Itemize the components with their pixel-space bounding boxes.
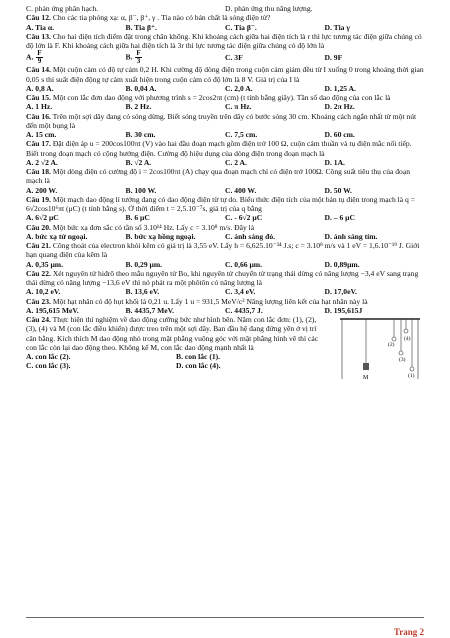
pendulum-figure [338,315,422,391]
question-13 [26,32,424,51]
option-b: B. 2 Hz. [125,102,152,112]
option-a: A. 195,615 MeV. [26,305,79,315]
label-1: (1) [408,373,415,379]
question-18 [26,167,424,186]
option-d: D. – 6 μC [324,213,355,223]
option-a: A. Tia α. [26,22,55,32]
question-21 [26,241,424,260]
option-b: B. 0,29 μm. [125,259,163,269]
q23-options [26,306,424,315]
option-a: A. bức xạ tử ngoại. [26,231,88,241]
option-a: A. 6√2 μC [26,213,59,223]
option-b: B. 0,04 A. [125,83,157,93]
option-d: D. con lắc (4). [176,361,221,371]
bob-2 [392,337,396,341]
question-text: Một mạch dao động lí tưởng đang có dao động điện từ tự do. Biểu thức điện tích của một bản tụ điện trong mạch là [52,194,404,204]
question-number: Câu 24. [26,315,51,324]
option-b: B. 30 cm. [125,130,156,139]
q24-options-row2 [26,361,326,370]
option-a: A. $\frac{F}{9}$ [26,49,42,66]
option-d: D. ánh sáng tím. [324,231,378,241]
option-a: A. 0,35 μm. [26,259,63,269]
bob-m [363,363,369,370]
exam-content [26,4,424,381]
question-text: Một dòng điện có cường độ i = 2cos100πt (A) chạy qua đoạn mạch chỉ có điện trở 100Ω. Công suất tiêu thụ của đoạn mạch là [26,167,411,186]
fraction-f-over-3: $\frac{F}{3}$ [136,49,141,66]
question-24 [26,315,326,352]
option-b: B. bức xạ hồng ngoại. [125,231,196,241]
option-b: B. con lắc (1). [176,352,221,361]
question-number: Câu 18. [26,167,51,176]
question-text: Một cuộn cảm có độ tự cảm 0,2 H. Khi cường độ dòng điện trong cuộn cảm giảm đều từ I xuống 0 trong khoảng thời gian 0,05 s thì suất điện động tự cảm xuất hiện trong cuộn cảm có độ lớn là 8 V. Giá trị của I là [26,65,424,84]
option-c: C. 0,66 μm. [225,259,262,269]
question-15 [26,93,424,102]
option-c: C. 2,0 A. [225,83,253,93]
label-4: (4) [404,336,411,342]
q24-options-row1 [26,352,326,361]
question-number: Câu 12. [26,13,51,23]
option-c: C. Tia β⁻. [225,22,257,32]
option-a: A. 0,8 A. [26,83,54,93]
question-number: Câu 17. [26,139,51,149]
q21-options [26,260,424,269]
option-a: A. 10,2 eV. [26,287,61,297]
bob-3 [399,351,403,355]
option-c: C. - 6√2 μC [225,213,263,223]
charge-formula: q = 6√2cos10⁶πt (μC) [26,194,416,213]
option-a: A. 200 W. [26,185,58,195]
question-number: Câu 19. [26,194,51,204]
option-d: D. 0,89μm. [324,259,360,269]
option-d: D. 60 cm. [324,130,355,139]
option-a: A. 15 cm. [26,130,57,139]
option-d: D. 2π Hz. [324,102,355,112]
q20-options [26,232,424,241]
q17-options [26,158,424,167]
label-2: (2) [388,342,395,348]
sqrt-2-symbol: √2 [134,157,143,167]
question-text: Công thoát của electron khỏi kẽm có giá trị là 3,55 eV. Lấy h = 6,625.10⁻³⁴ J.s; c = 3.10⁸ m/s và 1 eV = 1,6.10⁻¹⁹ J. Giới hạn quang điện của kẽm là [26,241,420,260]
option-a: A. 1 Hz. [26,102,53,112]
label-3: (3) [399,357,406,363]
fraction-f-over-9: $\frac{F}{9}$ [37,49,42,66]
question-24-block [26,315,424,381]
question-24-text-col [26,315,326,371]
q13-options [26,50,424,65]
option-c: C. phản ứng phân hạch. [26,4,99,13]
question-number: Câu 22. [26,268,51,278]
q12-options [26,23,424,32]
question-16 [26,112,424,131]
option-b: B. Tia β⁺. [125,22,157,32]
option-d: D. 50 W. [324,185,352,195]
q18-options [26,186,424,195]
question-text: Một hạt nhân có độ hụt khối là 0,21 u. Lấy 1 u = 931,5 MeV/c² Năng lượng liên kết của hạt nhân này là [52,296,368,306]
question-text-cont: (t tính bằng s). Ở thời điểm t = 2,5.10⁻⁷s, giá trị của q bằng [82,204,262,213]
question-20 [26,223,424,232]
option-b: B. 6 μC [125,213,150,223]
option-b: B. $\frac{F}{3}$ [125,49,141,66]
option-c: C. con lắc (3). [26,361,71,371]
question-19 [26,195,424,214]
question-number: Câu 20. [26,222,51,232]
question-23 [26,297,424,306]
bob-4 [404,329,408,333]
question-number: Câu 13. [26,31,51,41]
option-d: D. 1A. [324,157,345,167]
question-text: Thực hiện thí nghiệm về dao động cưỡng bức như hình bên. Năm con lắc đơn: (1), (2), (3), (4) và M (con lắc điều khiển) được treo trên một sợi dây. Ban đầu hệ đang đứng yên ở vị trí cân bằng. Kích thích M dao động nhỏ trong mặt phẳng vuông góc với mặt phẳng hình vẽ thì các con lắc còn lại dao động theo. Không kể M, con lắc dao động mạnh nhất là [26,315,319,352]
question-number: Câu 23. [26,296,51,306]
option-a: A. 2 √2 A. [26,157,58,167]
question-text: Trên một sợi dây đang có sóng dừng. Biết sóng truyền trên dây có bước sóng 30 cm. Khoảng cách ngắn nhất từ một nút đến một bụng là [26,111,417,130]
option-a: A. con lắc (2). [26,352,71,361]
footer-divider [26,617,424,618]
option-d: D. 195,615J [324,305,363,315]
option-c: C. 7,5 cm. [225,130,258,139]
sqrt-2-symbol: √2 [40,157,49,167]
option-c: C. 4435,7 J. [225,305,263,315]
option-d: D. 1,25 A. [324,83,356,93]
q15-options [26,102,424,111]
option-b: B. √2 A. [125,157,152,167]
option-b: B. 13,6 eV. [125,287,160,297]
option-d: D. Tia γ [324,22,350,32]
option-c: C. ánh sáng đỏ. [225,231,276,241]
question-text: Một con lắc đơn dao động với phương trình s = 2cos2πt (cm) (t tính bằng giây). Tần số dao động của con lắc là [52,93,391,102]
option-d: D. 9F [324,53,343,63]
q16-options [26,130,424,139]
option-c: C. π Hz. [225,102,252,112]
label-m: M [363,375,369,381]
question-number: Câu 21. [26,241,51,250]
option-c: C. 400 W. [225,185,257,195]
option-c: C. 3,4 eV. [225,287,256,297]
bob-1 [410,367,414,371]
q19-options [26,213,424,222]
question-text: Một bức xạ đơn sắc có tần số 3.10¹⁴ Hz. Lấy c = 3.10⁸ m/s. Đây là [52,222,255,232]
option-c: C. 3F [225,53,243,63]
question-number: Câu 15. [26,93,51,102]
question-text: Xét nguyên tử hiđrô theo mẫu nguyên tử Bo, khi nguyên tử chuyển từ trạng thái dừng có năng lượng −3,4 eV sang trạng thái dừng có năng lượng −13,6 eV thì nó phát ra một phôtôn có năng lượng là [26,268,419,287]
option-b: B. 4435,7 MeV. [125,305,175,315]
option-d: D. 17,0eV. [324,287,357,297]
option-c: C. 2 A. [225,157,247,167]
q11-options-tail [26,4,424,13]
page-number: Trang 2 [393,627,424,637]
question-17 [26,139,424,158]
question-text: Cho các tia phóng xạ: α, β⁻, β⁺, γ . Tia nào có bản chất là sóng điện từ? [52,13,271,23]
question-number: Câu 16. [26,111,51,121]
question-22 [26,269,424,288]
option-b: B. 100 W. [125,185,157,195]
question-text: Đặt điện áp u = 200cos100πt (V) vào hai đầu đoạn mạch gồm điện trở 100 Ω, cuộn cảm thuần và tụ điện mắc nối tiếp. Biết trong đoạn mạch có cộng hưởng điện. Cường độ hiệu dụng của dòng điện trong đoạn mạch là [26,139,412,158]
question-number: Câu 14. [26,65,51,75]
question-12 [26,13,424,22]
option-d: D. phản ứng thu năng lượng. [225,4,313,13]
q14-options [26,84,424,93]
question-text: Cho hai điện tích điểm đặt trong chân không. Khi khoảng cách giữa hai điện tích là r thì lực tương tác điện giữa chúng có độ lớn là F. Khi khoảng cách giữa hai điện tích là 3r thì lực tương tác điện giữa chúng có độ lớn là [26,31,422,50]
question-14 [26,65,424,84]
q22-options [26,287,424,296]
